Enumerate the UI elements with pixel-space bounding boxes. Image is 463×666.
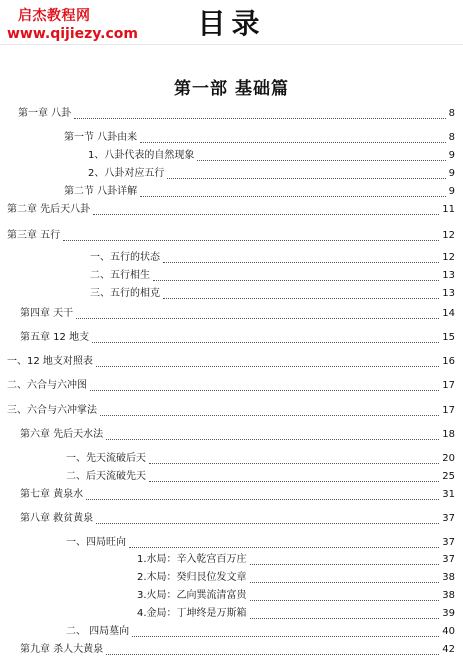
toc-leader bbox=[167, 164, 446, 179]
toc-entry-label: 第一节 八卦由来 bbox=[64, 132, 138, 143]
toc-entry-label: 三、六合与六冲掌法 bbox=[7, 405, 97, 416]
toc-entry-page: 16 bbox=[442, 356, 455, 367]
toc-entry[interactable] bbox=[88, 167, 455, 181]
toc-entry-page: 11 bbox=[442, 204, 455, 215]
toc-entry-page: 18 bbox=[442, 429, 455, 440]
toc-entry-page: 38 bbox=[442, 572, 455, 583]
toc-entry-label: 二、 四局墓向 bbox=[66, 626, 130, 637]
toc-entry-page: 39 bbox=[442, 608, 455, 619]
toc-entry-label: 4.金局：丁坤终是万斯箱 bbox=[137, 608, 247, 619]
toc-leader bbox=[250, 604, 439, 619]
toc-entry-page: 40 bbox=[442, 626, 455, 637]
toc-entry-label: 二、五行相生 bbox=[90, 270, 150, 281]
toc-entry-page: 8 bbox=[448, 108, 455, 119]
toc-entry-page: 12 bbox=[442, 230, 455, 241]
watermark-site-name: 启杰教程网 bbox=[18, 8, 91, 24]
part-title: 第一部 基础篇 bbox=[174, 79, 289, 99]
toc-entry-page: 13 bbox=[442, 288, 455, 299]
toc-entry-page: 37 bbox=[442, 537, 455, 548]
toc-leader bbox=[106, 425, 439, 440]
toc-entry-label: 第九章 杀人大黄泉 bbox=[20, 644, 104, 655]
toc-entry-label: 第六章 先后天水法 bbox=[20, 429, 104, 440]
toc-leader bbox=[140, 182, 446, 197]
toc-leader bbox=[197, 146, 446, 161]
toc-entry-label: 2.木局：癸归艮位发文章 bbox=[137, 572, 247, 583]
toc-entry[interactable] bbox=[64, 185, 455, 199]
toc-entry-page: 13 bbox=[442, 270, 455, 281]
toc-entry-page: 15 bbox=[442, 332, 455, 343]
toc-leader bbox=[93, 200, 439, 215]
toc-entry[interactable] bbox=[20, 331, 455, 345]
toc-entry-page: 9 bbox=[448, 186, 455, 197]
toc-entry[interactable] bbox=[90, 287, 455, 301]
toc-entry[interactable] bbox=[90, 269, 455, 283]
toc-entry-label: 三、五行的相克 bbox=[90, 288, 160, 299]
toc-entry-label: 2、八卦对应五行 bbox=[88, 168, 165, 179]
toc-entry-label: 1、八卦代表的自然现象 bbox=[88, 150, 195, 161]
toc-entry[interactable] bbox=[137, 589, 455, 603]
toc-entry-label: 一、四局旺向 bbox=[66, 537, 126, 548]
toc-leader bbox=[140, 128, 446, 143]
toc-entry[interactable] bbox=[20, 488, 455, 502]
toc-entry-page: 17 bbox=[442, 380, 455, 391]
toc-entry-label: 第一章 八卦 bbox=[18, 108, 72, 119]
toc-entry-label: 二、六合与六冲图 bbox=[7, 380, 87, 391]
toc-entry-page: 8 bbox=[448, 132, 455, 143]
toc-entry[interactable] bbox=[66, 536, 455, 550]
toc-entry-label: 第三章 五行 bbox=[7, 230, 61, 241]
toc-leader bbox=[250, 550, 439, 565]
toc-entry[interactable] bbox=[64, 131, 455, 145]
toc-leader bbox=[132, 622, 439, 637]
toc-leader bbox=[76, 304, 439, 319]
toc-entry-label: 第二章 先后天八卦 bbox=[7, 204, 91, 215]
toc-entry[interactable] bbox=[7, 379, 455, 393]
toc-entry-page: 17 bbox=[442, 405, 455, 416]
toc-entry-page: 31 bbox=[442, 489, 455, 500]
toc-entry-label: 1.水局：辛入乾宫百万庄 bbox=[137, 554, 247, 565]
toc-entry-page: 12 bbox=[442, 252, 455, 263]
toc-entry-label: 第四章 天干 bbox=[20, 308, 74, 319]
toc-entry-page: 37 bbox=[442, 513, 455, 524]
page-title: 目录 bbox=[197, 7, 266, 40]
toc-entry[interactable] bbox=[20, 428, 455, 442]
toc-entry[interactable] bbox=[7, 203, 455, 217]
toc-entry-label: 一、先天流破后天 bbox=[66, 453, 146, 464]
toc-leader bbox=[149, 467, 439, 482]
toc-leader bbox=[163, 248, 439, 263]
toc-entry[interactable] bbox=[20, 643, 455, 657]
toc-entry[interactable] bbox=[66, 625, 455, 639]
toc-entry-page: 14 bbox=[442, 308, 455, 319]
toc-entry-page: 9 bbox=[448, 168, 455, 179]
toc-entry[interactable] bbox=[66, 470, 455, 484]
toc-leader bbox=[92, 328, 439, 343]
toc-entry-label: 一、五行的状态 bbox=[90, 252, 160, 263]
toc-entry-page: 38 bbox=[442, 590, 455, 601]
toc-leader bbox=[106, 640, 439, 655]
toc-leader bbox=[163, 284, 439, 299]
toc-leader bbox=[129, 533, 439, 548]
toc-entry[interactable] bbox=[137, 607, 455, 621]
toc-leader bbox=[100, 401, 439, 416]
toc-leader bbox=[250, 568, 439, 583]
toc-entry[interactable] bbox=[137, 553, 455, 567]
toc-entry[interactable] bbox=[20, 512, 455, 526]
toc-entry[interactable] bbox=[88, 149, 455, 163]
toc-entry-label: 第二节 八卦详解 bbox=[64, 186, 138, 197]
toc-entry-label: 第八章 救贫黄泉 bbox=[20, 513, 94, 524]
toc-entry-label: 第七章 黄泉水 bbox=[20, 489, 84, 500]
toc-leader bbox=[153, 266, 439, 281]
toc-entry-label: 二、后天流破先天 bbox=[66, 471, 146, 482]
toc-leader bbox=[250, 586, 439, 601]
toc-entry[interactable] bbox=[18, 107, 455, 121]
toc-entry[interactable] bbox=[20, 307, 455, 321]
toc-leader bbox=[63, 226, 439, 241]
divider bbox=[0, 44, 463, 45]
toc-leader bbox=[90, 376, 439, 391]
toc-entry-label: 第五章 12 地支 bbox=[20, 332, 90, 343]
toc-entry-page: 25 bbox=[442, 471, 455, 482]
toc-entry[interactable] bbox=[7, 355, 455, 369]
watermark-url: www.qijiezy.com bbox=[7, 26, 138, 42]
toc-entry-page: 37 bbox=[442, 554, 455, 565]
toc-leader bbox=[96, 352, 439, 367]
toc-entry-page: 9 bbox=[448, 150, 455, 161]
toc-entry-label: 一、12 地支对照表 bbox=[7, 356, 93, 367]
toc-entry-page: 42 bbox=[442, 644, 455, 655]
toc-entry-page: 20 bbox=[442, 453, 455, 464]
toc-leader bbox=[74, 104, 446, 119]
toc-entry[interactable] bbox=[137, 571, 455, 585]
toc-entry[interactable] bbox=[66, 452, 455, 466]
toc-entry-label: 3.火局：乙向巽流清富贵 bbox=[137, 590, 247, 601]
toc-entry[interactable] bbox=[7, 229, 455, 243]
toc-leader bbox=[149, 449, 439, 464]
toc-entry[interactable] bbox=[90, 251, 455, 265]
toc-leader bbox=[96, 509, 439, 524]
toc-leader bbox=[86, 485, 439, 500]
toc-entry[interactable] bbox=[7, 404, 455, 418]
